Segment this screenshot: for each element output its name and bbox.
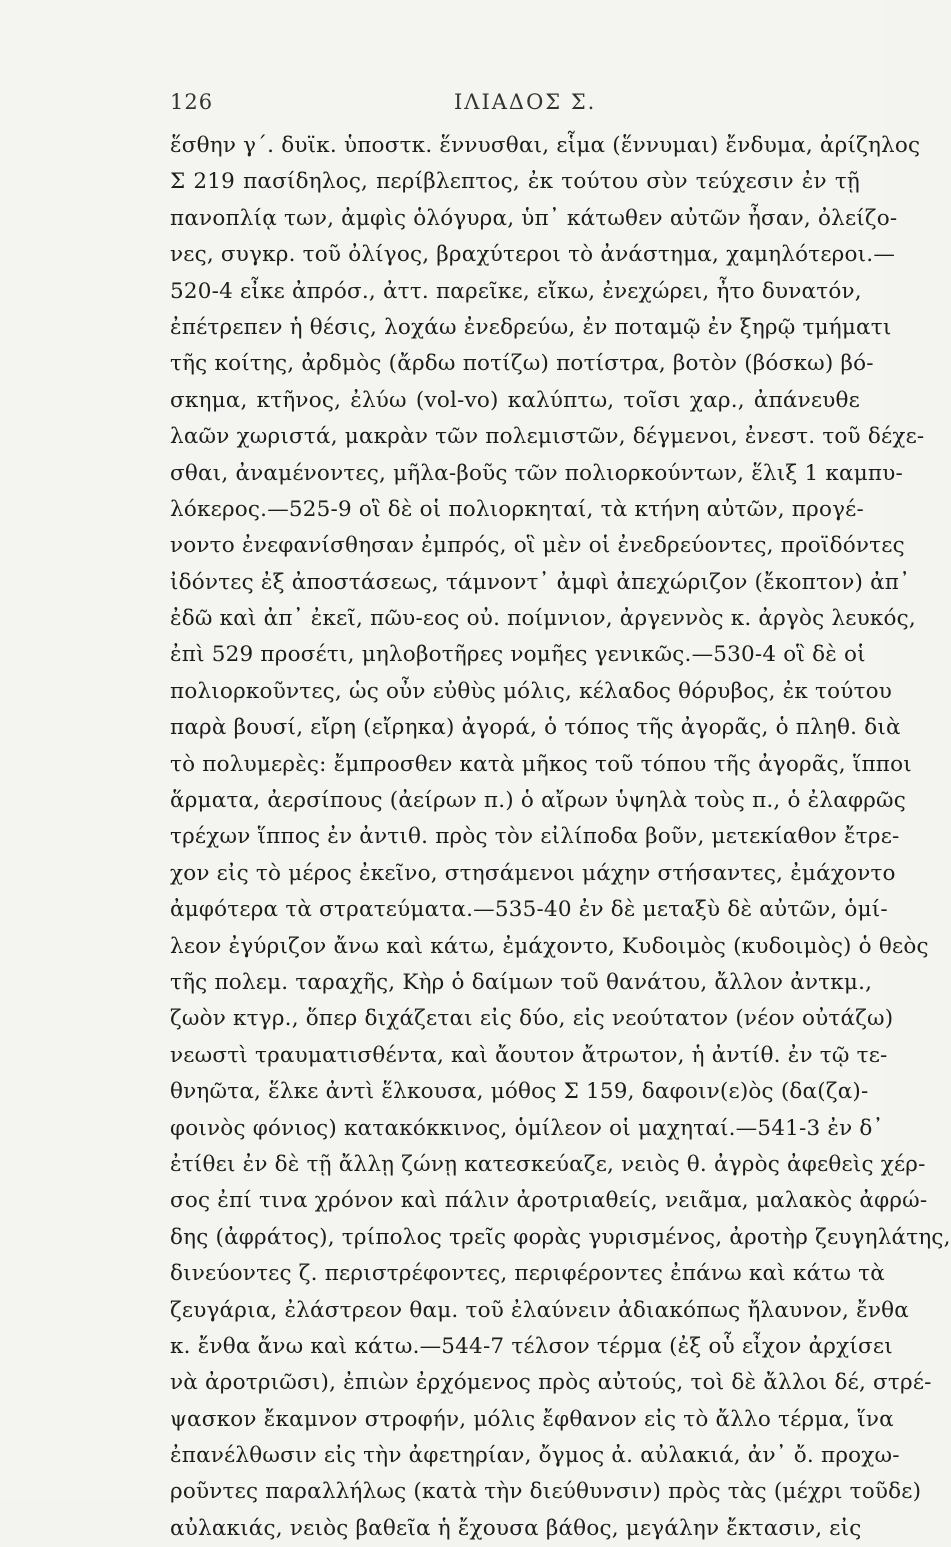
text-line: ροῦντες παραλλήλως (κατὰ τὴν διεύθυνσιν) πρὸς τὰς (μέχρι τοῦδε) [170, 1479, 922, 1505]
text-line: πανοπλίᾳ των, ἀμφὶς ὁλόγυρα, ὑπ᾽ κάτωθεν αὐτῶν ἦσαν, ὀλείζο- [170, 205, 898, 231]
text-line: ἐδῶ καὶ ἀπ᾽ ἐκεῖ, πῶυ-εος οὐ. ποίμνιον, ἀργεννὸς κ. ἀργὸς λευκός, [170, 606, 916, 632]
text-line: τῆς κοίτης, ἀρδμὸς (ἄρδω ποτίζω) ποτίστρα, βοτὸν (βόσκω) βό- [170, 351, 874, 377]
text-line: ἐπὶ 529 προσέτι, μηλοβοτῆρες νομῆες γενικῶς.—530-4 οἳ δὲ οἱ [170, 642, 866, 668]
text-line: ἐτίθει ἐν δὲ τῇ ἄλλῃ ζώνῃ κατεσκεύαζε, νειὸς θ. ἀγρὸς ἀφεθεὶς χέρ- [170, 1151, 926, 1177]
text-line: λόκερος.—525-9 οἳ δὲ οἱ πολιορκηταί, τὰ κτήνη αὐτῶν, προγέ- [170, 496, 864, 522]
text-line: παρὰ βουσί, εἴρη (εἴρηκα) ἀγορά, ὁ τόπος τῆς ἀγορᾶς, ὁ πληθ. διὰ [170, 715, 901, 741]
text-line: σθαι, ἀναμένοντες, μῆλα-βοῦς τῶν πολιορκούντων, ἕλιξ 1 καμπυ- [170, 460, 903, 486]
page-number: 126 [170, 90, 214, 114]
text-line: ἐπέτρεπεν ἡ θέσις, λοχάω ἐνεδρεύω, ἐν ποταμῷ ἐν ξηρῷ τμήματι [170, 314, 892, 340]
text-line: ἀμφότερα τὰ στρατεύματα.—535-40 ἐν δὲ μεταξὺ δὲ αὐτῶν, ὁμί- [170, 897, 888, 923]
text-line: Σ 219 πασίδηλος, περίβλεπτος, ἐκ τούτου σὺν τεύχεσιν ἐν τῇ [170, 169, 860, 195]
text-line: χον εἰς τὸ μέρος ἐκεῖνο, στησάμενοι μάχην στήσαντες, ἐμάχοντο [170, 860, 896, 886]
text-line: νεωστὶ τραυματισθέντα, καὶ ἄουτον ἄτρωτον, ἡ ἀντίθ. ἐν τῷ τε- [170, 1042, 888, 1068]
text-line: ἕσθην γ΄. δυϊκ. ὑποστκ. ἕννυσθαι, εἷμα (ἕννυμαι) ἔνδυμα, ἀρίζηλος [170, 133, 921, 158]
text-line: πολιορκοῦντες, ὡς οὖν εὐθὺς μόλις, κέλαδος θόρυβος, ἐκ τούτου [170, 678, 893, 704]
text-line: ζευγάρια, ἐλάστρεον θαμ. τοῦ ἐλαύνειν ἀδιακόπως ἤλαυνον, ἔνθα [170, 1297, 909, 1323]
text-line: ἰδόντες ἐξ ἀποστάσεως, τάμνοντ᾽ ἀμφὶ ἀπεχώριζον (ἔκοπτον) ἀπ᾽ [170, 569, 911, 595]
text-line: λαῶν χωριστά, μακρὰν τῶν πολεμιστῶν, δέγμενοι, ἐνεστ. τοῦ δέχε- [170, 424, 925, 450]
commentary-text [170, 128, 951, 1547]
text-line: τὸ πολυμερὲς: ἔμπροσθεν κατὰ μῆκος τοῦ τόπου τῆς ἀγορᾶς, ἵπποι [170, 751, 912, 777]
text-line: σος ἐπί τινα χρόνον καὶ πάλιν ἀροτριαθείς, νειᾶμα, μαλακὸς ἀφρώ- [170, 1188, 928, 1214]
text-line: δης (ἀφράτος), τρίπολος τρεῖς φορὰς γυρισμένος, ἀροτὴρ ζευγηλάτης, [170, 1224, 951, 1250]
text-line: ἅρματα, ἀερσίπους (ἀείρων π.) ὁ αἴρων ὑψηλὰ τοὺς π., ὁ ἐλαφρῶς [170, 788, 907, 814]
running-head: ΙΛΙΑΔΟΣ Σ. [454, 90, 597, 114]
text-line: τρέχων ἵππος ἐν ἀντιθ. πρὸς τὸν εἰλίποδα βοῦν, μετεκίαθον ἔτρε- [170, 824, 900, 850]
text-line: δινεύοντες ζ. περιστρέφοντες, περιφέροντες ἐπάνω καὶ κάτω τὰ [170, 1261, 885, 1287]
text-line: σκημα, κτῆνος, ἐλύω (vol-vo) καλύπτω, τοῖσι χαρ., ἀπάνευθε [170, 387, 860, 413]
page-header [170, 90, 826, 120]
text-line: ἐπανέλθωσιν εἰς τὴν ἀφετηρίαν, ὄγμος ἀ. αὐλακιά, ἀν᾽ ὄ. προχω- [170, 1443, 900, 1469]
text-line: ζωὸν κτγρ., ὅπερ διχάζεται εἰς δύο, εἰς νεούτατον (νέον οὐτάζω) [170, 1006, 894, 1032]
text-line: κ. ἔνθα ἄνω καὶ κάτω.—544-7 τέλσον τέρμα (ἐξ οὗ εἶχον ἀρχίσει [170, 1333, 893, 1359]
text-line: τῆς πολεμ. ταραχῆς, Κὴρ ὁ δαίμων τοῦ θανάτου, ἄλλον ἀντκμ., [170, 969, 873, 995]
text-line: θνηῶτα, ἕλκε ἀντὶ ἕλκουσα, μόθος Σ 159, δαφοιν(ε)ὸς (δα(ζα)- [170, 1079, 869, 1105]
text-line: 520-4 εἶκε ἀπρόσ., ἀττ. παρεῖκε, εἴκω, ἐνεχώρει, ἦτο δυνατόν, [170, 278, 862, 304]
text-line: νες, συγκρ. τοῦ ὀλίγος, βραχύτεροι τὸ ἀνάστημα, χαμηλότεροι.— [170, 242, 896, 268]
text-line: αὐλακιάς, νειὸς βαθεῖα ἡ ἔχουσα βάθος, μεγάλην ἔκτασιν, εἰς [170, 1515, 862, 1541]
text-line: ψασκον ἔκαμνον στροφήν, μόλις ἔφθανον εἰς τὸ ἄλλο τέρμα, ἵνα [170, 1406, 894, 1432]
text-line: λεον ἐγύριζον ἄνω καὶ κάτω, ἐμάχοντο, Κυδοιμὸς (κυδοιμὸς) ὁ θεὸς [170, 933, 929, 959]
text-line: νοντο ἐνεφανίσθησαν ἐμπρός, οἳ μὲν οἱ ἐνεδρεύοντες, προϊδόντες [170, 533, 905, 559]
text-line: φοινὸς φόνιος) κατακόκκινος, ὁμίλεον οἱ μαχηταί.—541-3 ἐν δ᾽ [170, 1115, 884, 1141]
text-line: νὰ ἀροτριῶσι), ἐπιὼν ἐρχόμενος πρὸς αὐτούς, τοὶ δὲ ἄλλοι δέ, στρέ- [170, 1370, 932, 1396]
